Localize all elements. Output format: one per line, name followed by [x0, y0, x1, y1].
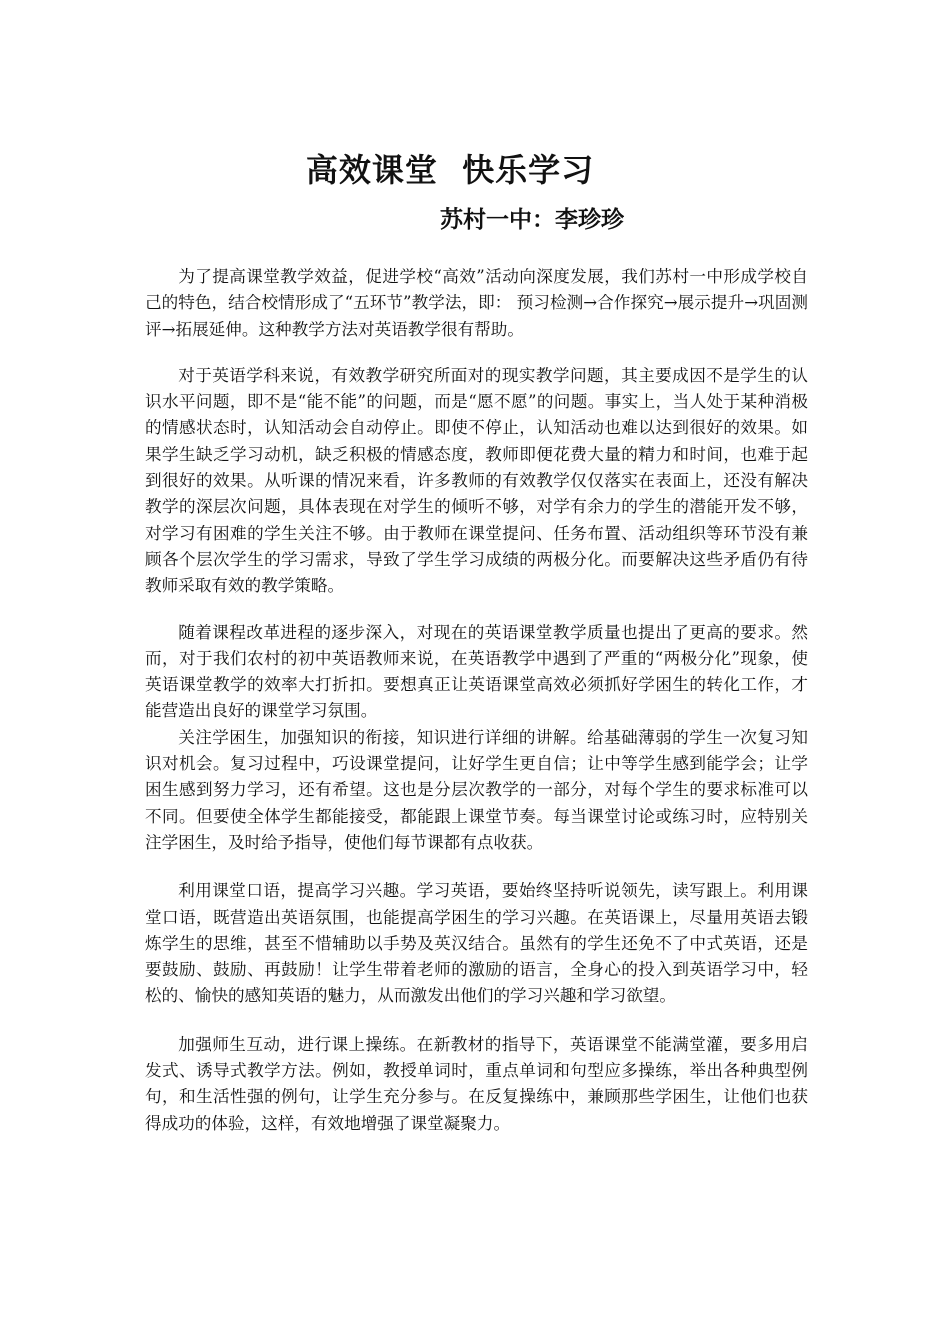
document-body: [145, 264, 808, 1137]
paragraph-6: 加强师生互动，进行课上操练。在新教材的指导下，英语课堂不能满堂灌，要多用启发式、诱导式教学方法。例如，教授单词时，重点单词和句型应多操练，举出各种典型例句，和生活性强的例句，让学生充分参与。在反复操练中，兼顾那些学困生，让他们也获得成功的体验，这样，有效地增强了课堂凝聚力。: [145, 1034, 808, 1133]
paragraph-3: 随着课程改革进程的逐步深入，对现在的英语课堂教学质量也提出了更高的要求。然而，对于我们农村的初中英语教师来说，在英语教学中遇到了严重的“两极分化”现象，使英语课堂教学的效率大打折扣。要想真正让英语课堂高效必须抓好学困生的转化工作，才能营造出良好的课堂学习氛围。: [145, 622, 808, 721]
paragraph-1: 为了提高课堂教学效益，促进学校“高效”活动向深度发展，我们苏村一中形成学校自己的特色，结合校情形成了“五环节”教学法，即： 预习检测→合作探究→展示提升→巩固测评→拓展延伸。这种教学方法对英语教学很有帮助。: [145, 267, 808, 339]
document-title: 高效课堂 快乐学习: [305, 151, 595, 190]
author-line: 苏村一中：李珍珍: [440, 207, 624, 233]
paragraph-2: 对于英语学科来说，有效教学研究所面对的现实教学问题，其主要成因不是学生的认识水平问题，即不是“能不能”的问题，而是“愿不愿”的问题。事实上，当人处于某种消极的情感状态时，认知活动会自动停止。即使不停止，认知活动也难以达到很好的效果。如果学生缺乏学习动机，缺乏积极的情感态度，教师即便花费大量的精力和时间，也难于起到很好的效果。从听课的情况来看，许多教师的有效教学仅仅落实在表面上，还没有解决教学的深层次问题，具体表现在对学生的倾听不够，对学有余力的学生的潜能开发不够，对学习有困难的学生关注不够。由于教师在课堂提问、任务布置、活动组织等环节没有兼顾各个层次学生的学习需求，导致了学生学习成绩的两极分化。而要解决这些矛盾仍有待教师采取有效的教学策略。: [145, 365, 808, 596]
paragraph-4: 关注学困生，加强知识的衔接，知识进行详细的讲解。给基础薄弱的学生一次复习知识对机会。复习过程中，巧设课堂提问，让好学生更自信；让中等学生感到能学会；让学困生感到努力学习，还有希望。这也是分层次教学的一部分，对每个学生的要求标准可以不同。但要使全体学生都能接受，都能跟上课堂节奏。每当课堂讨论或练习时，应特别关注学困生，及时给予指导，使他们每节课都有点收获。: [145, 727, 808, 852]
paragraph-5: 利用课堂口语，提高学习兴趣。学习英语，要始终坚持听说领先，读写跟上。利用课堂口语，既营造出英语氛围，也能提高学困生的学习兴趣。在英语课上，尽量用英语去锻炼学生的思维，甚至不惜辅助以手势及英汉结合。虽然有的学生还免不了中式英语，还是要鼓励、鼓励、再鼓励！让学生带着老师的激励的语言，全身心的投入到英语学习中，轻松的、愉快的感知英语的魅力，从而激发出他们的学习兴趣和学习欲望。: [145, 881, 808, 1006]
